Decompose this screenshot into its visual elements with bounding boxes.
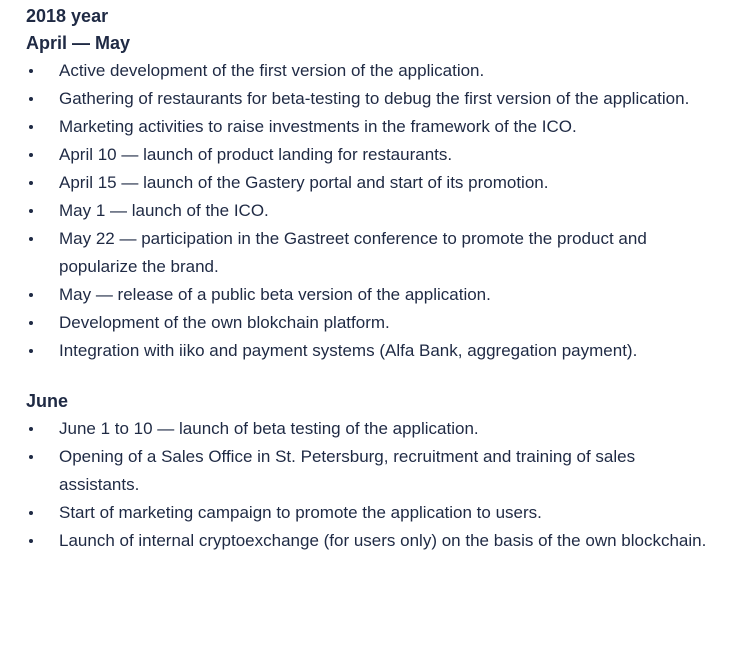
list-item-text: June 1 to 10 — launch of beta testing of the application. [59, 419, 479, 438]
list-item [26, 337, 719, 365]
list-item [26, 499, 719, 527]
section-june [26, 387, 729, 555]
list-item [26, 85, 719, 113]
list-item-text: Integration with iiko and payment systems (Alfa Bank, aggregation payment). [59, 341, 638, 360]
list-item [26, 113, 719, 141]
list-item-text: Marketing activities to raise investments in the framework of the ICO. [59, 117, 577, 136]
list-item [26, 197, 719, 225]
list-item-text: Start of marketing campaign to promote the application to users. [59, 503, 542, 522]
list-item [26, 57, 719, 85]
list-item-text: May 22 — participation in the Gastreet conference to promote the product and popularize the brand. [59, 229, 647, 276]
list-item [26, 309, 719, 337]
bullet-icon [29, 209, 33, 213]
list-item-text: Opening of a Sales Office in St. Petersburg, recruitment and training of sales assistants. [59, 447, 636, 494]
list-item-text: April 10 — launch of product landing for restaurants. [59, 145, 453, 164]
bullet-list [26, 415, 729, 555]
list-item-text: Development of the own blokchain platform. [59, 313, 390, 332]
bullet-list [26, 57, 729, 365]
list-item-text: Active development of the first version of the application. [59, 61, 485, 80]
bullet-icon [29, 321, 33, 325]
bullet-icon [29, 69, 33, 73]
list-item [26, 225, 719, 281]
list-item [26, 415, 719, 443]
section-heading: June [26, 391, 69, 411]
bullet-icon [29, 349, 33, 353]
list-item [26, 443, 719, 499]
list-item [26, 141, 719, 169]
list-item-text: April 15 — launch of the Gastery portal and start of its promotion. [59, 173, 549, 192]
bullet-icon [29, 427, 33, 431]
bullet-icon [29, 539, 33, 543]
bullet-icon [29, 237, 33, 241]
section-heading: April — May [26, 33, 131, 53]
list-item-text: May 1 — launch of the ICO. [59, 201, 269, 220]
list-item-text: May — release of a public beta version of the application. [59, 285, 491, 304]
list-item [26, 281, 719, 309]
bullet-icon [29, 455, 33, 459]
bullet-icon [29, 511, 33, 515]
bullet-icon [29, 97, 33, 101]
list-item [26, 169, 719, 197]
list-item-text: Launch of internal cryptoexchange (for users only) on the basis of the own blockchain. [59, 531, 707, 550]
list-item-text: Gathering of restaurants for beta-testing to debug the first version of the application. [59, 89, 690, 108]
section-april-may [26, 29, 729, 365]
year-title: 2018 year [26, 6, 109, 26]
list-item [26, 527, 719, 555]
bullet-icon [29, 153, 33, 157]
bullet-icon [29, 293, 33, 297]
bullet-icon [29, 125, 33, 129]
bullet-icon [29, 181, 33, 185]
